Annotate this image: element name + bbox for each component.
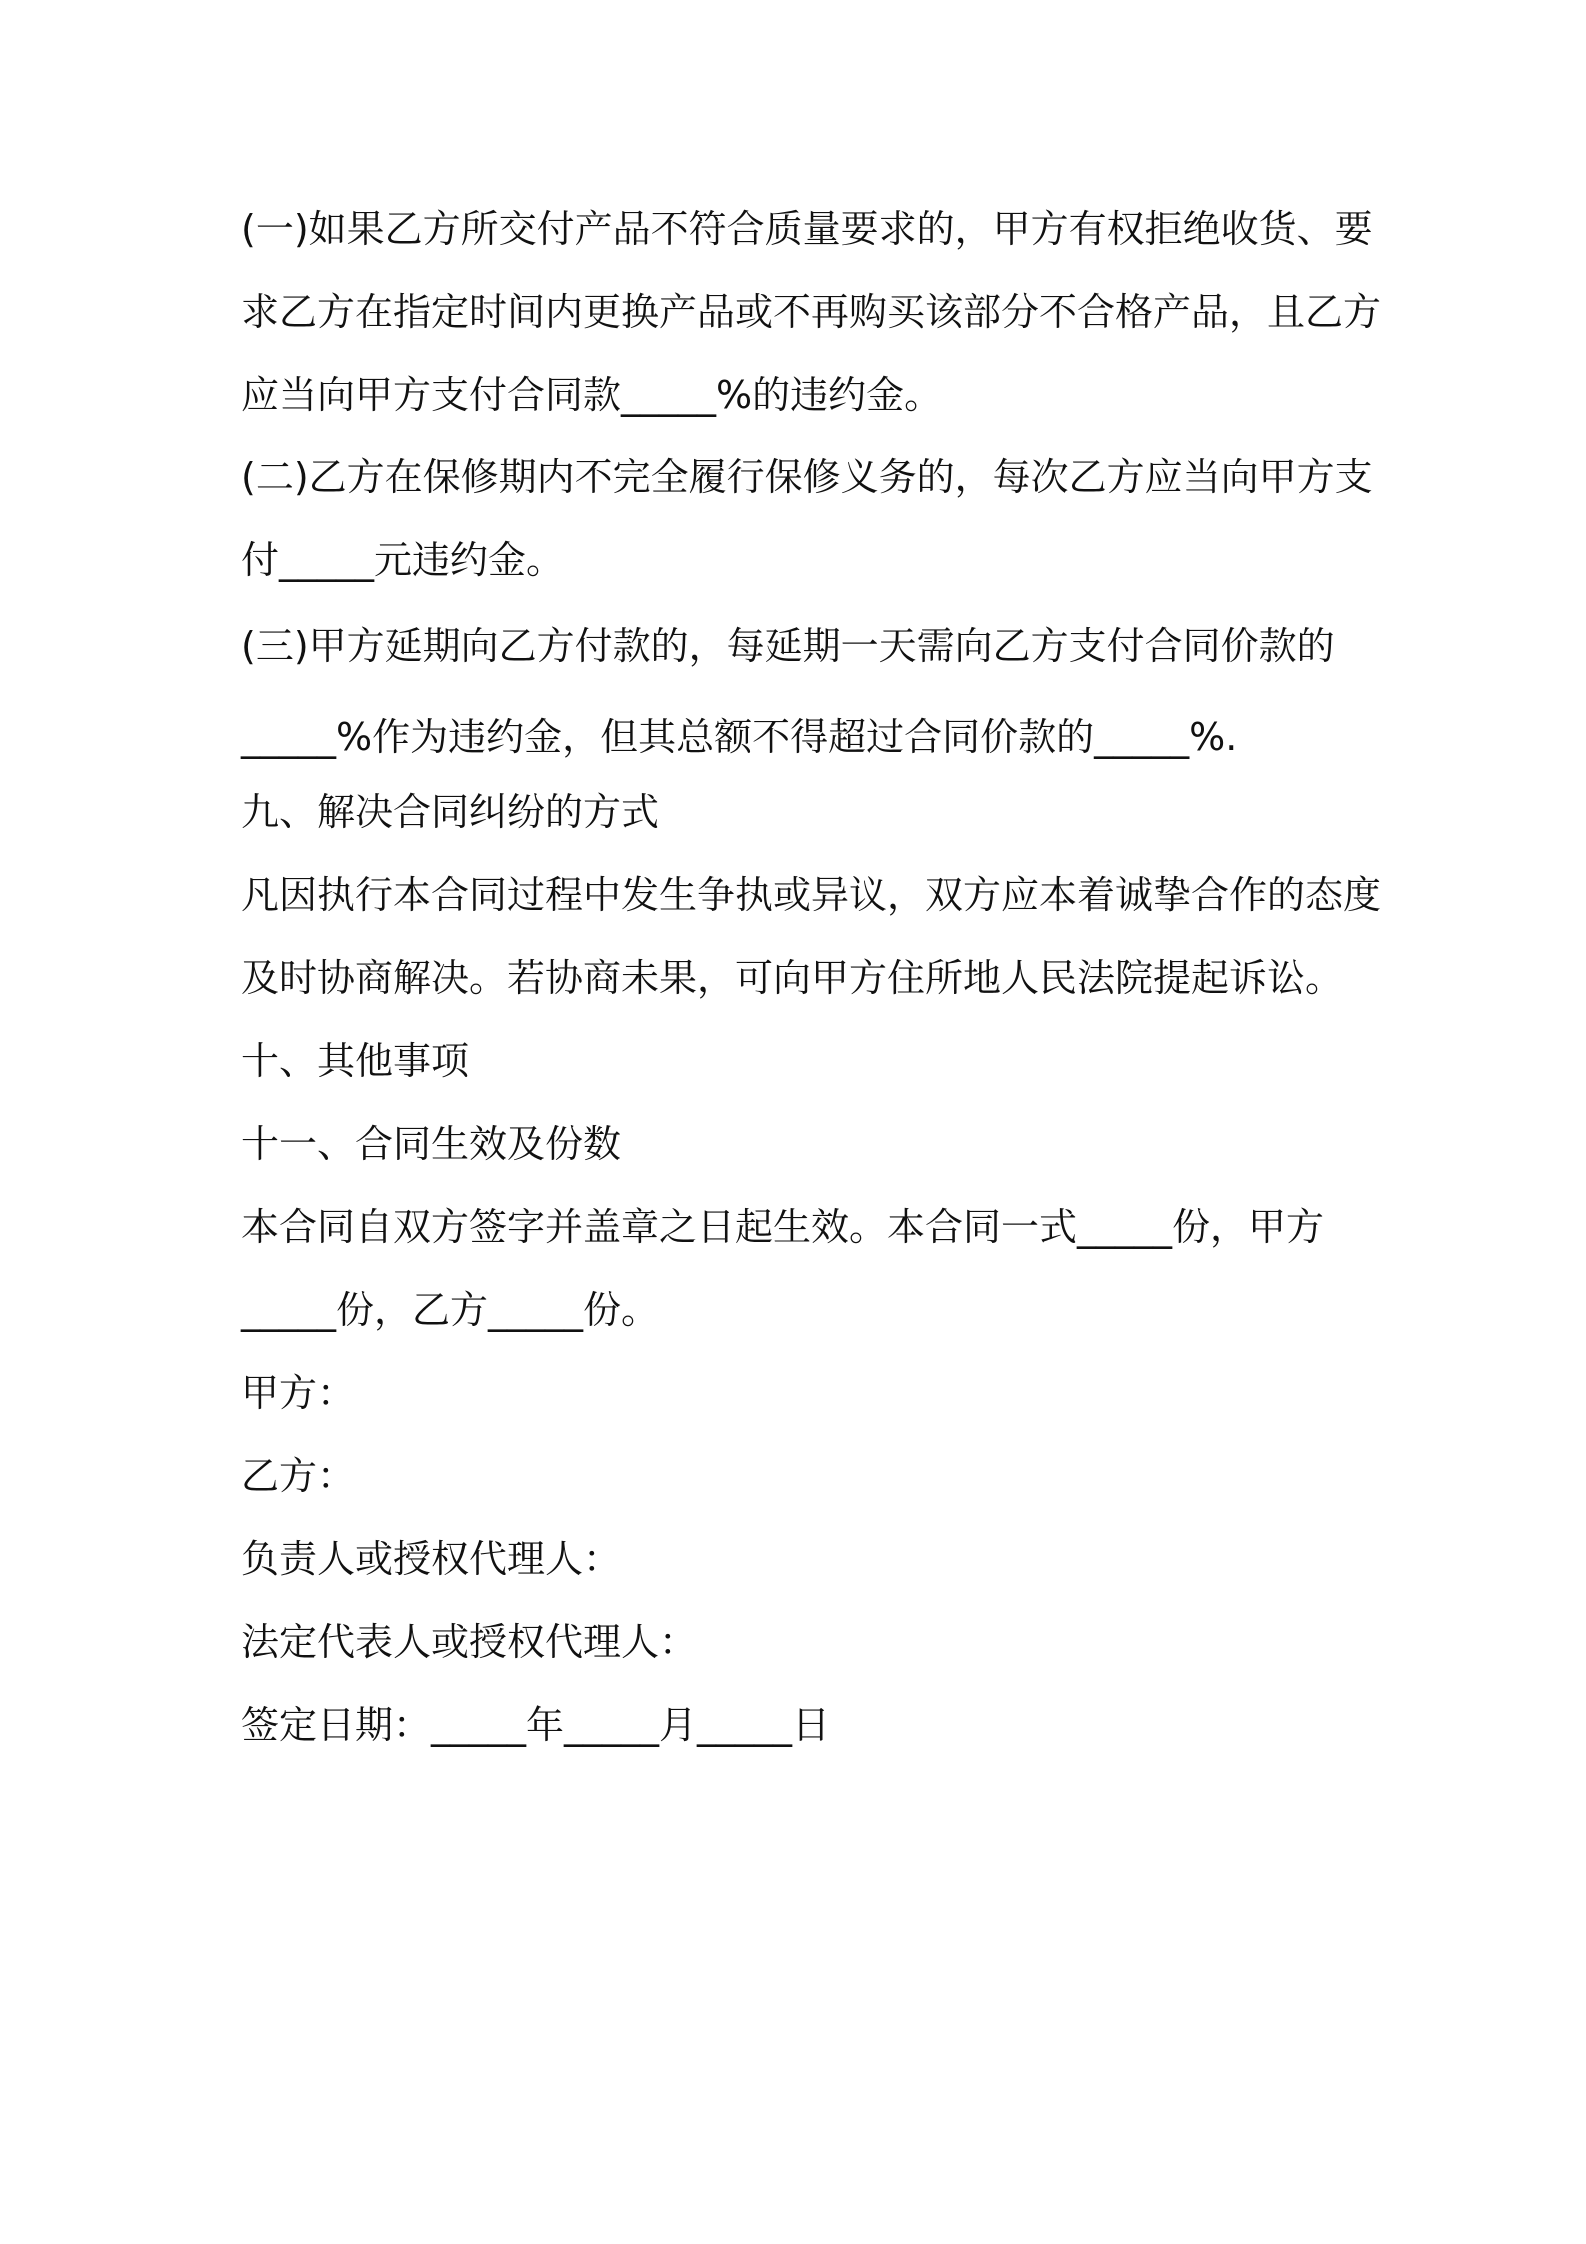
section-9-line-1: 凡因执行本合同过程中发生争执或异议，双方应本着诚挚合作的态度 — [241, 873, 1382, 917]
clause-8-2-line-1: (二)乙方在保修期内不完全履行保修义务的，每次乙方应当向甲方支 — [241, 455, 1373, 499]
section-10-heading: 十、其他事项 — [241, 1039, 470, 1083]
section-11-line-2: _____份，乙方_____份。 — [241, 1288, 660, 1332]
legal-representative-label: 法定代表人或授权代理人： — [241, 1620, 698, 1664]
clause-8-1-line-2: 求乙方在指定时间内更换产品或不再购买该部分不合格产品，且乙方 — [241, 290, 1382, 334]
section-9-heading: 九、解决合同纠纷的方式 — [241, 790, 660, 834]
clause-8-2-line-2: 付_____元违约金。 — [241, 538, 565, 582]
section-11-heading: 十一、合同生效及份数 — [241, 1122, 622, 1166]
clause-8-3-line-2: _____%作为违约金，但其总额不得超过合同价款的_____%. — [241, 715, 1238, 759]
responsible-person-label: 负责人或授权代理人： — [241, 1537, 622, 1581]
section-11-line-1: 本合同自双方签字并盖章之日起生效。本合同一式_____份，甲方 — [241, 1205, 1325, 1249]
clause-8-1-line-1: (一)如果乙方所交付产品不符合质量要求的，甲方有权拒绝收货、要 — [241, 207, 1373, 251]
clause-8-1-line-3: 应当向甲方支付合同款_____%的违约金。 — [241, 373, 943, 417]
signing-date-line: 签定日期：_____年_____月_____日 — [241, 1703, 831, 1747]
party-b-label: 乙方： — [241, 1454, 356, 1498]
party-a-label: 甲方： — [241, 1371, 356, 1415]
clause-8-3-line-1: (三)甲方延期向乙方付款的，每延期一天需向乙方支付合同价款的 — [241, 624, 1335, 668]
section-9-line-2: 及时协商解决。若协商未果，可向甲方住所地人民法院提起诉讼。 — [241, 956, 1344, 1000]
